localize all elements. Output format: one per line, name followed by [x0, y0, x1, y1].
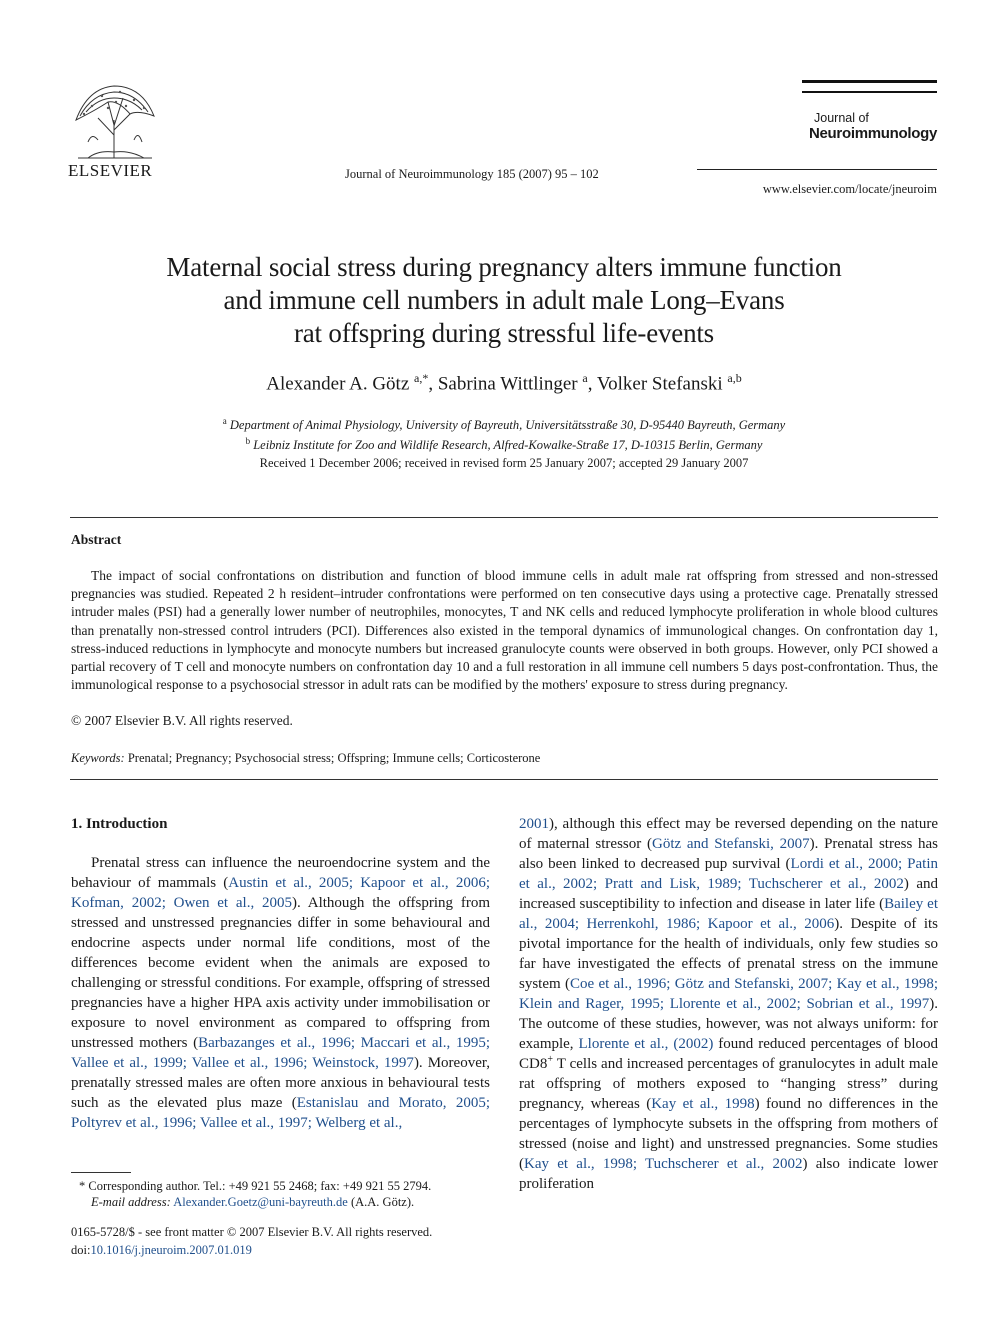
body-text: T cells and increased percentages of granulocytes in adult male rat offspring of mothers exposed to “hanging stress” during pregnancy, whereas ( — [519, 1056, 938, 1112]
footnote-email — [71, 1194, 490, 1210]
front-matter — [71, 1223, 432, 1259]
author-sep: , — [587, 373, 597, 395]
citation-link[interactable]: 2001 — [519, 816, 549, 832]
body-text: ) and increased susceptibility to infection and disease in later life ( — [519, 876, 938, 912]
body-text: ). Prenatal stress has also been linked to decreased pup survival ( — [519, 836, 939, 872]
author-sep: , — [428, 373, 438, 395]
email-suffix: (A.A. Götz). — [350, 1195, 415, 1209]
doi-link[interactable]: 10.1016/j.jneuroim.2007.01.019 — [90, 1243, 252, 1257]
keywords — [71, 751, 540, 766]
author-list — [100, 371, 908, 395]
abstract-text: The impact of social confrontations on distribution and function of blood immune cells in adult male rat offspring from stressed and non-stressed pregnancies was studied. Repeated 2 h resident–intruder confrontations were performed on ten consecutive days using a protective cage. Prenatally stressed intruder males (PSI) had a generally lower number of neutrophiles, monocytes, T and NK cells and reduced lymphocyte proliferation in whole blood cultures than prenatally non-stressed control intruders (PCI). Differences also existed in the temporal dynamics of immunological changes. On confrontation day 1, stress-induced reductions in lymphocyte and monocyte numbers but increased granulocyte counts were observed in both groups. However, only PCI showed a partial recovery of T cell and monocyte numbers on confrontation day 10 and a full restoration in all immune cell numbers 5 days post-confrontation. Thus, the immunological response to a psychosocial stressor in adult rats can be modified by the mothers' exposure to stress during pregnancy. — [71, 568, 938, 693]
body-text: ). The outcome of these studies, however, was not always uniform: for example, — [519, 996, 938, 1052]
journal-name-line1: Journal of — [814, 111, 869, 125]
footnote-corresponding — [71, 1178, 490, 1194]
citation-link[interactable]: Llorente et al., (2002) — [578, 1036, 714, 1052]
intro-paragraph-1-cont — [519, 814, 938, 1194]
superscript: + — [547, 1054, 553, 1065]
article-title — [100, 251, 908, 350]
section-heading-introduction: 1. Introduction — [71, 816, 168, 832]
author-name[interactable]: Alexander A. Götz — [266, 373, 410, 395]
footnote — [71, 1178, 490, 1210]
body-text: Prenatal stress can influence the neuroendocrine system and the behaviour of mammals ( — [71, 855, 490, 891]
affiliation-text: Department of Animal Physiology, University of Bayreuth, Universitätsstraße 30, D-95440 Bayreuth, Germany — [229, 418, 786, 433]
citation-link[interactable]: Lordi et al., 2000; Patin et al., 2002; Pratt and Lisk, 1989; Tuchscherer et al., 2002 — [519, 856, 938, 892]
citation-link[interactable]: Bailey et al., 2004; Herrenkohl, 1986; Kapoor et al., 2006 — [519, 896, 938, 932]
column-right — [519, 814, 938, 1194]
received-dates: Received 1 December 2006; received in revised form 25 January 2007; accepted 29 January 2007 — [259, 456, 749, 470]
affiliation-sup: b — [245, 436, 251, 447]
divider-top — [70, 517, 938, 518]
abstract-copyright: © 2007 Elsevier B.V. All rights reserved. — [71, 713, 293, 728]
body-text: ). Moreover, prenatally stressed males are often more anxious in behavioural tests such as the elevated plus maze ( — [71, 1055, 490, 1111]
email-link[interactable]: Alexander.Goetz@uni-bayreuth.de — [173, 1195, 348, 1209]
affiliation-b — [100, 433, 908, 453]
citation-link[interactable]: Estanislau and Morato, 2005; Poltyrev et al., 1996; Vallee et al., 1997; Welberg et al., — [71, 1095, 491, 1131]
author-affil-sup: a,b — [727, 371, 742, 385]
journal-url[interactable] — [697, 169, 937, 197]
column-left — [71, 814, 490, 1133]
citation-link[interactable]: Austin et al., 2005; Kapoor et al., 2006; Kofman, 2002; Owen et al., 2005 — [71, 875, 490, 911]
issn-line: 0165-5728/$ - see front matter © 2007 Elsevier B.V. All rights reserved. — [71, 1225, 433, 1239]
abstract-heading: Abstract — [71, 532, 122, 547]
body-text: ). Although the offspring from stressed and unstressed pregnancies differ in some behavioural and endocrine aspects under normal life conditions, most of the differences become evident when the animals are exposed to challenging or stressful conditions. For example, offspring of stressed pregnancies have a higher HPA axis activity under immobilisation or exposure to novel environment as compared to offspring from unstressed mothers ( — [71, 895, 490, 1051]
title-line-1: Maternal social stress during pregnancy alters immune function — [166, 252, 842, 282]
citation-link[interactable]: Coe et al., 1996; Götz and Stefanski, 2007; Kay et al., 1998; Klein and Rager, 1995; Llorente et al., 2002; Sobrian et al., 1997 — [519, 976, 938, 1012]
journal-masthead — [802, 80, 937, 142]
journal-url-text[interactable]: www.elsevier.com/locate/jneuroim — [762, 182, 937, 196]
citation-link[interactable]: Kay et al., 1998 — [651, 1096, 755, 1112]
email-label: E-mail address: — [91, 1195, 171, 1209]
journal-name-line2: Neuroimmunology — [808, 125, 937, 142]
body-text: ) found no differences in the percentages of lymphocyte subsets in the offspring from mothers of stressed (noise and light) and unstressed pregnancies. Some studies ( — [519, 1096, 938, 1172]
body-text: found reduced percentages of blood CD8 — [519, 1036, 938, 1072]
affiliation-a — [100, 413, 908, 433]
affiliation-text: Leibniz Institute for Zoo and Wildlife Research, Alfred-Kowalke-Straße 17, D-10315 Berlin, Germany — [253, 438, 763, 453]
body-text: ), although this effect may be reversed depending on the nature of maternal stressor ( — [519, 816, 938, 852]
doi-line — [71, 1241, 432, 1259]
intro-paragraph-1 — [71, 853, 490, 1133]
footnote-rule — [71, 1172, 131, 1173]
author-name[interactable]: Volker Stefanski — [596, 373, 723, 395]
citation-link[interactable]: Barbazanges et al., 1996; Maccari et al., 1995; Vallee et al., 1999; Vallee et al., 1996; Weinstock, 1997 — [71, 1035, 490, 1071]
title-line-3: rat offspring during stressful life-events — [293, 318, 714, 348]
affiliation-sup: a — [222, 416, 227, 426]
journal-citation: Journal of Neuroimmunology 185 (2007) 95 – 102 — [345, 167, 599, 181]
footnote-corresponding-text: Corresponding author. Tel.: +49 921 55 2468; fax: +49 921 55 2794. — [88, 1179, 432, 1193]
publisher-name: ELSEVIER — [68, 161, 153, 180]
tree-of-knowledge-icon — [68, 80, 160, 160]
keywords-text: Prenatal; Pregnancy; Psychosocial stress; Offspring; Immune cells; Corticosterone — [127, 751, 541, 765]
citation-link[interactable]: Götz and Stefanski, 2007 — [652, 836, 810, 852]
title-line-2: and immune cell numbers in adult male Long–Evans — [223, 285, 785, 315]
doi-label: doi: — [71, 1243, 91, 1257]
body-text: ). Despite of its pivotal importance for the health of individuals, only few studies so far have investigated the effects of prenatal stress on the immune system ( — [519, 916, 939, 992]
affiliations — [100, 413, 908, 453]
author-name[interactable]: Sabrina Wittlinger — [437, 373, 578, 395]
author-affil-sup: a — [582, 371, 588, 385]
footnote-star: * — [79, 1179, 86, 1193]
body-text: ) also indicate lower proliferation — [519, 1156, 938, 1192]
divider-bottom — [70, 779, 938, 780]
elsevier-logo — [68, 80, 163, 182]
abstract-body — [71, 567, 938, 694]
citation-link[interactable]: Kay et al., 1998; Tuchscherer et al., 2002 — [524, 1156, 803, 1172]
author-affil-sup: a,* — [414, 371, 429, 385]
keywords-label: Keywords: — [71, 751, 125, 765]
masthead-bars — [802, 80, 937, 93]
